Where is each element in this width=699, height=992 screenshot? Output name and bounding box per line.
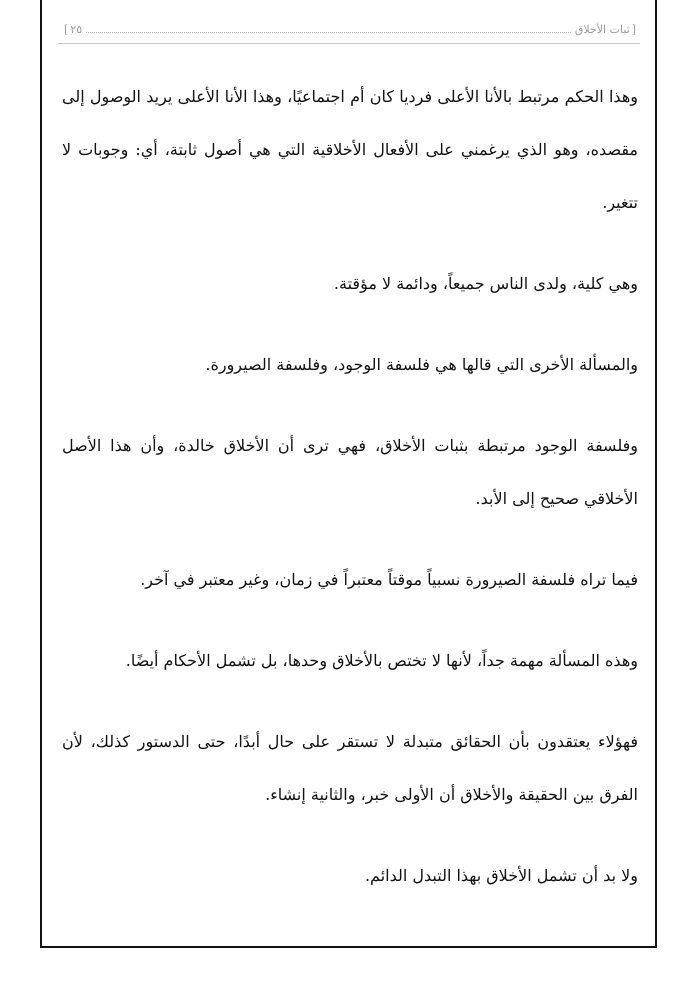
body-text	[62, 70, 638, 930]
running-title: ثبات الأخلاق	[574, 22, 630, 36]
paragraph: وهذا الحكم مرتبط بالأنا الأعلى فرديا كان أم اجتماعيًا، وهذا الأنا الأعلى يريد الوصول إلى مقصده، وهو الذي يرغمني على الأفعال الأخلاقية التي هي أصول ثابتة، أي: وجوبات لا تتغير.	[62, 87, 638, 212]
page-number: ٢٥	[70, 22, 83, 36]
header-open-bracket: [	[631, 22, 636, 36]
paragraph: فيما تراه فلسفة الصيرورة نسبياً موقتاً معتبراً في زمان، وغير معتبر في آخر.	[140, 570, 638, 589]
paragraph: وفلسفة الوجود مرتبطة بثبات الأخلاق، فهي ترى أن الأخلاق خالدة، وأن هذا الأصل الأخلاقي صحيح إلى الأبد.	[62, 436, 638, 508]
header-close-bracket: ]	[64, 22, 69, 36]
header-dot-leader	[86, 32, 571, 33]
paragraph: ولا بد أن تشمل الأخلاق بهذا التبدل الدائم.	[364, 866, 638, 885]
paragraph: وهي كلية، ولدى الناس جميعاً، ودائمة لا مؤقتة.	[333, 274, 638, 293]
paragraph: فهؤلاء يعتقدون بأن الحقائق متبدلة لا تستقر على حال أبدًا، حتى الدستور كذلك، لأن الفرق بين الحقيقة والأخلاق أن الأولى خبر، والثانية إنشاء.	[62, 732, 638, 804]
header-rule	[58, 43, 640, 44]
paragraph: والمسألة الأخرى التي قالها هي فلسفة الوجود، وفلسفة الصيرورة.	[205, 355, 638, 374]
running-header	[62, 18, 638, 40]
paragraph: وهذه المسألة مهمة جداً، لأنها لا تختص بالأخلاق وحدها، بل تشمل الأحكام أيضًا.	[125, 651, 638, 670]
